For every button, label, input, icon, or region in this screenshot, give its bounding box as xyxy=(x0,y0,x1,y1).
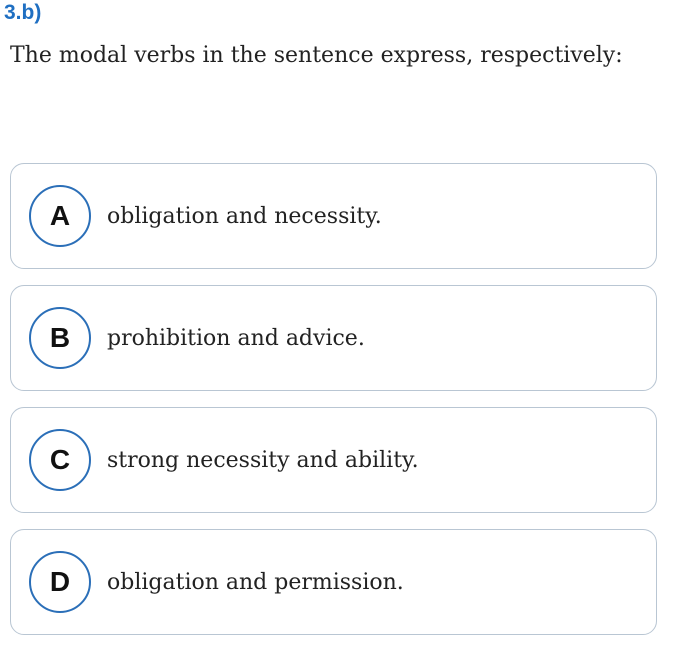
option-c[interactable] xyxy=(10,407,657,513)
option-letter-b: B xyxy=(29,307,91,369)
option-text-c: strong necessity and ability. xyxy=(107,447,419,473)
option-b[interactable] xyxy=(10,285,657,391)
option-a[interactable] xyxy=(10,163,657,269)
question-text: The modal verbs in the sentence express, respectively: xyxy=(10,43,623,68)
option-text-a: obligation and necessity. xyxy=(107,203,382,229)
option-text-b: prohibition and advice. xyxy=(107,325,365,351)
answer-options xyxy=(10,163,657,651)
option-d[interactable] xyxy=(10,529,657,635)
question-number: 3.b) xyxy=(4,1,42,24)
option-letter-d: D xyxy=(29,551,91,613)
option-text-d: obligation and permission. xyxy=(107,569,404,595)
option-letter-a: A xyxy=(29,185,91,247)
option-letter-c: C xyxy=(29,429,91,491)
